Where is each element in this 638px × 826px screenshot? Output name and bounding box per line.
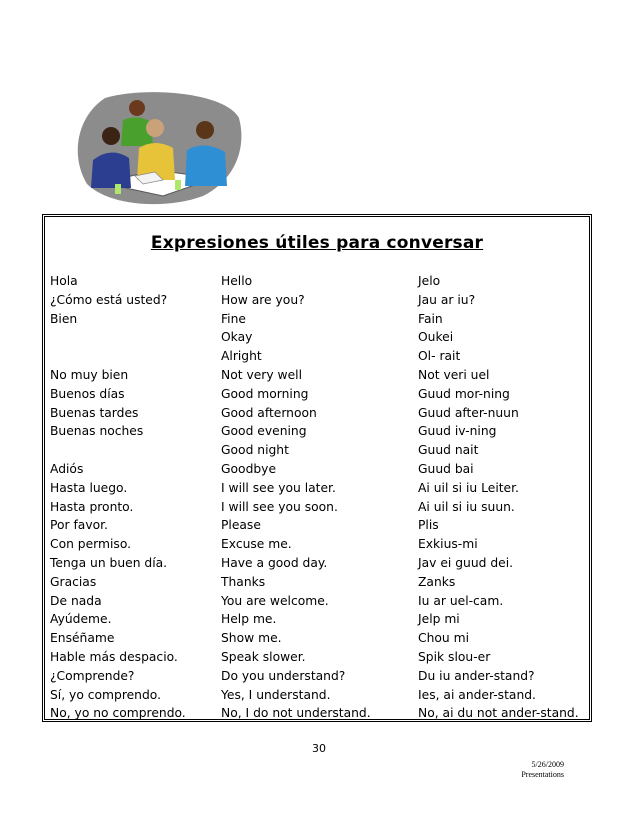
spanish-cell: Hable más despacio. xyxy=(50,649,178,664)
english-cell: How are you? xyxy=(221,292,305,307)
table-row xyxy=(45,441,589,460)
spanish-cell: No, yo no comprendo. xyxy=(50,706,186,721)
spanish-cell: ¿Cómo está usted? xyxy=(50,292,168,307)
pronunciation-cell: Plis xyxy=(418,518,439,533)
english-cell: You are welcome. xyxy=(221,593,329,608)
english-cell: Alright xyxy=(221,349,262,364)
table-row xyxy=(45,272,589,291)
english-cell: I will see you soon. xyxy=(221,499,338,514)
spanish-cell: Bien xyxy=(50,311,78,326)
pronunciation-cell: Du iu ander-stand? xyxy=(418,668,535,683)
table-row xyxy=(45,291,589,310)
pronunciation-cell: Jav ei guud dei. xyxy=(418,555,514,570)
pronunciation-cell: Oukei xyxy=(418,330,454,345)
pronunciation-cell: Spik slou-er xyxy=(418,649,491,664)
english-cell: Have a good day. xyxy=(221,555,328,570)
meeting-clipart xyxy=(75,88,245,210)
table-row xyxy=(45,535,589,554)
pronunciation-cell: No, ai du not ander-stand. xyxy=(418,706,579,721)
table-row xyxy=(45,328,589,347)
page-number: 30 xyxy=(312,742,326,755)
table-row xyxy=(45,460,589,479)
english-cell: Show me. xyxy=(221,631,282,646)
pronunciation-cell: Chou mi xyxy=(418,631,470,646)
table-row xyxy=(45,610,589,629)
spanish-cell: Ayúdeme. xyxy=(50,612,112,627)
pronunciation-cell: Ai uil si iu suun. xyxy=(418,499,515,514)
english-cell: Good night xyxy=(221,443,289,458)
table-row xyxy=(45,516,589,535)
spanish-cell: Hasta pronto. xyxy=(50,499,134,514)
pronunciation-cell: Ai uil si iu Leiter. xyxy=(418,480,519,495)
pronunciation-cell: Jau ar iu? xyxy=(418,292,476,307)
english-cell: No, I do not understand. xyxy=(221,706,371,721)
table-row xyxy=(45,573,589,592)
pronunciation-cell: Iu ar uel-cam. xyxy=(418,593,504,608)
table-row xyxy=(45,629,589,648)
spanish-cell: Tenga un buen día. xyxy=(50,555,168,570)
table-row xyxy=(45,667,589,686)
english-cell: Good morning xyxy=(221,386,309,401)
spanish-cell: Sí, yo comprendo. xyxy=(50,687,161,702)
spanish-cell: Gracias xyxy=(50,574,97,589)
english-cell: Fine xyxy=(221,311,246,326)
pronunciation-cell: Guud iv-ning xyxy=(418,424,497,439)
table-row xyxy=(45,592,589,611)
english-cell: Please xyxy=(221,518,261,533)
english-cell: Speak slower. xyxy=(221,649,306,664)
table-row xyxy=(45,554,589,573)
pronunciation-cell: Exkius-mi xyxy=(418,537,478,552)
table-row xyxy=(45,648,589,667)
table-row xyxy=(45,479,589,498)
spanish-cell: Enséñame xyxy=(50,631,115,646)
footer-date: 5/26/2009 xyxy=(531,760,564,769)
pronunciation-cell: Guud mor-ning xyxy=(418,386,510,401)
spanish-cell: Buenas noches xyxy=(50,424,144,439)
table-row xyxy=(45,498,589,517)
spanish-cell: Por favor. xyxy=(50,518,108,533)
pronunciation-cell: Ies, ai ander-stand. xyxy=(418,687,536,702)
english-cell: Do you understand? xyxy=(221,668,346,683)
expressions-table xyxy=(42,214,592,722)
english-cell: Help me. xyxy=(221,612,277,627)
table-row xyxy=(45,366,589,385)
table-row xyxy=(45,310,589,329)
english-cell: Okay xyxy=(221,330,253,345)
table-row xyxy=(45,686,589,705)
pronunciation-cell: Fain xyxy=(418,311,443,326)
english-cell: Hello xyxy=(221,274,253,288)
table-row xyxy=(45,385,589,404)
english-cell: Goodbye xyxy=(221,461,277,476)
table-row xyxy=(45,347,589,366)
english-cell: Thanks xyxy=(221,574,266,589)
table-rows xyxy=(45,272,589,723)
spanish-cell: ¿Comprende? xyxy=(50,668,135,683)
pronunciation-cell: Jelp mi xyxy=(418,612,460,627)
english-cell: Good afternoon xyxy=(221,405,317,420)
spanish-cell: Adiós xyxy=(50,461,84,476)
spanish-cell: Buenos días xyxy=(50,386,125,401)
english-cell: Yes, I understand. xyxy=(221,687,331,702)
spanish-cell: De nada xyxy=(50,593,102,608)
pronunciation-cell: Zanks xyxy=(418,574,456,589)
pronunciation-cell: Guud bai xyxy=(418,461,474,476)
pronunciation-cell: Not veri uel xyxy=(418,367,490,382)
pronunciation-cell: Jelo xyxy=(418,274,441,288)
english-cell: Not very well xyxy=(221,367,302,382)
english-cell: I will see you later. xyxy=(221,480,336,495)
spanish-cell: Hola xyxy=(50,274,78,288)
pronunciation-cell: Guud nait xyxy=(418,443,479,458)
table-title: Expresiones útiles para conversar xyxy=(150,233,484,253)
table-row xyxy=(45,422,589,441)
footer-presentations: Presentations xyxy=(521,770,564,779)
table-row xyxy=(45,704,589,723)
english-cell: Excuse me. xyxy=(221,537,292,552)
table-row xyxy=(45,404,589,423)
pronunciation-cell: Guud after-nuun xyxy=(418,405,519,420)
english-cell: Good evening xyxy=(221,424,307,439)
pronunciation-cell: Ol- rait xyxy=(418,349,461,364)
spanish-cell: No muy bien xyxy=(50,367,129,382)
spanish-cell: Con permiso. xyxy=(50,537,132,552)
spanish-cell: Hasta luego. xyxy=(50,480,128,495)
spanish-cell: Buenas tardes xyxy=(50,405,139,420)
